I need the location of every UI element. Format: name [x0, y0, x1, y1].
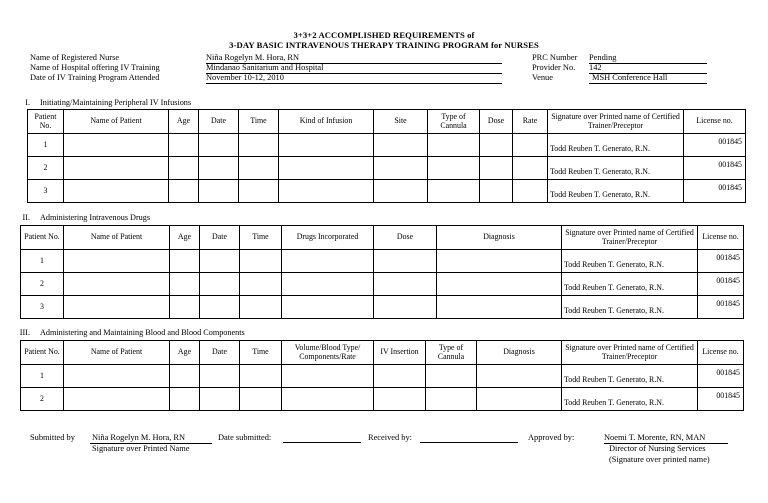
volume-cell[interactable] — [282, 388, 374, 411]
time-cell[interactable] — [239, 134, 279, 157]
approver-name: Noemi T. Morente, RN, MAN — [604, 433, 706, 442]
rate-cell[interactable] — [513, 134, 548, 157]
col-volume-blood-type: Volume/Blood Type/ Components/Rate — [282, 341, 374, 365]
dose-cell[interactable] — [374, 273, 437, 296]
patient-no-cell: 1 — [28, 134, 64, 157]
venue-value: MSH Conference Hall — [592, 73, 668, 82]
col-license-no: License no. — [698, 341, 744, 365]
patient-name-cell[interactable] — [64, 134, 169, 157]
kind-of-infusion-cell[interactable] — [279, 134, 374, 157]
diagnosis-cell[interactable] — [437, 250, 562, 273]
trainer-name-cell: Todd Reuben T. Generato, R.N. — [548, 157, 684, 180]
hospital-name-value: Mindanao Sanitarium and Hospital — [206, 63, 324, 72]
col-time: Time — [240, 341, 282, 365]
diagnosis-cell[interactable] — [437, 273, 562, 296]
col-site: Site — [374, 110, 428, 134]
time-cell[interactable] — [240, 273, 282, 296]
table-row — [21, 296, 744, 319]
table-row — [21, 273, 744, 296]
patient-no-cell: 1 — [21, 365, 64, 388]
time-cell[interactable] — [240, 250, 282, 273]
date-cell[interactable] — [200, 273, 240, 296]
col-patient-name: Name of Patient — [64, 226, 170, 250]
received-by-label: Received by: — [368, 433, 412, 442]
license-cell: 001845 — [698, 365, 744, 388]
col-patient-no: Patient No. — [21, 226, 64, 250]
approved-by-label: Approved by: — [528, 433, 575, 442]
drugs-cell[interactable] — [282, 250, 374, 273]
table-row — [28, 134, 746, 157]
cannula-cell[interactable] — [428, 157, 480, 180]
kind-of-infusion-cell[interactable] — [279, 180, 374, 203]
col-patient-name: Name of Patient — [64, 110, 169, 134]
trainer-name-cell: Todd Reuben T. Generato, R.N. — [562, 365, 698, 388]
col-license-no: License no. — [684, 110, 746, 134]
trainer-name-cell: Todd Reuben T. Generato, R.N. — [548, 134, 684, 157]
col-patient-no: Patient No. — [21, 341, 64, 365]
trainer-name-cell: Todd Reuben T. Generato, R.N. — [562, 388, 698, 411]
venue-label: Venue — [532, 73, 553, 82]
prc-label: PRC Number — [532, 53, 578, 62]
diagnosis-cell[interactable] — [477, 388, 562, 411]
rate-cell[interactable] — [513, 180, 548, 203]
section-3-number: III. — [19, 328, 30, 337]
diagnosis-cell[interactable] — [477, 365, 562, 388]
table-header-row — [21, 341, 744, 365]
col-time: Time — [240, 226, 282, 250]
license-cell: 001845 — [698, 388, 744, 411]
prc-value: Pending — [589, 53, 617, 62]
patient-no-cell: 2 — [21, 273, 64, 296]
patient-name-cell[interactable] — [64, 157, 169, 180]
approver-caption: (Signature over printed name) — [609, 455, 710, 464]
col-diagnosis: Diagnosis — [437, 226, 562, 250]
col-dose: Dose — [480, 110, 513, 134]
received-by-field[interactable] — [420, 433, 518, 443]
section-3-title: Administering and Maintaining Blood and Blood Components — [40, 328, 245, 337]
time-cell[interactable] — [239, 157, 279, 180]
col-trainer-signature: Signature over Printed name of Certified Trainer/Preceptor — [562, 226, 698, 250]
table-row — [28, 157, 746, 180]
provider-label: Provider No. — [532, 63, 576, 72]
table-row — [21, 388, 744, 411]
dose-cell[interactable] — [480, 157, 513, 180]
section-2-heading — [0, 213, 150, 222]
patient-name-cell[interactable] — [64, 388, 170, 411]
section-1-heading — [0, 98, 191, 107]
document-title-line2: 3-DAY BASIC INTRAVENOUS THERAPY TRAINING PROGRAM for NURSES — [229, 40, 539, 50]
blood-components-table — [20, 340, 744, 411]
patient-no-cell: 1 — [21, 250, 64, 273]
approver-title: Director of Nursing Services — [609, 444, 706, 453]
table-header-row — [21, 226, 744, 250]
col-age: Age — [170, 226, 200, 250]
site-cell[interactable] — [374, 134, 428, 157]
iv-infusion-table — [27, 109, 746, 203]
iv-insertion-cell[interactable] — [374, 365, 426, 388]
trainer-name-cell: Todd Reuben T. Generato, R.N. — [562, 273, 698, 296]
patient-no-cell: 2 — [21, 388, 64, 411]
col-trainer-signature: Signature over Printed name of Certified Trainer/Preceptor — [548, 110, 684, 134]
diagnosis-cell[interactable] — [437, 296, 562, 319]
license-cell: 001845 — [698, 250, 744, 273]
approver-name-field[interactable] — [604, 433, 728, 444]
submitted-by-name: Niña Rogelyn M. Hora, RN — [92, 433, 186, 442]
col-iv-insertion: IV Insertion — [374, 341, 426, 365]
site-cell[interactable] — [374, 180, 428, 203]
cannula-cell[interactable] — [428, 180, 480, 203]
date-attended-label: Date of IV Training Program Attended — [30, 73, 160, 82]
age-cell[interactable] — [169, 134, 199, 157]
age-cell[interactable] — [169, 157, 199, 180]
age-cell[interactable] — [169, 180, 199, 203]
provider-value: 142 — [589, 63, 602, 72]
col-drugs-incorporated: Drugs Incorporated — [282, 226, 374, 250]
iv-drugs-table — [20, 225, 744, 319]
table-row — [28, 180, 746, 203]
nurse-name-value: Niña Rogelyn M. Hora, RN — [206, 53, 300, 62]
col-date: Date — [200, 226, 240, 250]
section-2-title: Administering Intravenous Drugs — [40, 213, 151, 222]
date-cell[interactable] — [200, 250, 240, 273]
col-type-of-cannula: Type of Cannula — [428, 110, 480, 134]
dose-cell[interactable] — [480, 180, 513, 203]
drugs-cell[interactable] — [282, 273, 374, 296]
time-cell[interactable] — [240, 365, 282, 388]
dose-cell[interactable] — [480, 134, 513, 157]
age-cell[interactable] — [170, 296, 200, 319]
section-2-number: II. — [22, 213, 30, 222]
col-trainer-signature: Signature over Printed name of Certified Trainer/Preceptor — [562, 341, 698, 365]
cannula-cell[interactable] — [428, 134, 480, 157]
col-patient-name: Name of Patient — [64, 341, 170, 365]
patient-no-cell: 2 — [28, 157, 64, 180]
patient-name-cell[interactable] — [64, 365, 170, 388]
col-date: Date — [200, 341, 240, 365]
license-cell: 001845 — [684, 180, 746, 203]
iv-insertion-cell[interactable] — [374, 388, 426, 411]
col-patient-no: Patient No. — [28, 110, 64, 134]
col-type-of-cannula: Type of Cannula — [426, 341, 477, 365]
age-cell[interactable] — [170, 365, 200, 388]
time-cell[interactable] — [239, 180, 279, 203]
cannula-cell[interactable] — [426, 365, 477, 388]
col-license-no: License no. — [698, 226, 744, 250]
kind-of-infusion-cell[interactable] — [279, 157, 374, 180]
license-cell: 001845 — [698, 296, 744, 319]
date-cell[interactable] — [199, 157, 239, 180]
site-cell[interactable] — [374, 157, 428, 180]
patient-name-cell[interactable] — [64, 296, 170, 319]
date-cell[interactable] — [199, 134, 239, 157]
age-cell[interactable] — [170, 388, 200, 411]
nurse-label: Name of Registered Nurse — [30, 53, 120, 62]
date-submitted-field[interactable] — [283, 433, 361, 443]
table-row — [21, 365, 744, 388]
date-cell[interactable] — [200, 388, 240, 411]
time-cell[interactable] — [240, 296, 282, 319]
date-cell[interactable] — [199, 180, 239, 203]
date-attended-value: November 10-12, 2010 — [206, 73, 284, 82]
col-diagnosis: Diagnosis — [477, 341, 562, 365]
date-submitted-label: Date submitted: — [218, 433, 272, 442]
col-rate: Rate — [513, 110, 548, 134]
rate-cell[interactable] — [513, 157, 548, 180]
col-time: Time — [239, 110, 279, 134]
time-cell[interactable] — [240, 388, 282, 411]
license-cell: 001845 — [684, 157, 746, 180]
col-age: Age — [170, 341, 200, 365]
col-dose: Dose — [374, 226, 437, 250]
dose-cell[interactable] — [374, 296, 437, 319]
section-3-heading — [0, 328, 245, 337]
table-row — [21, 250, 744, 273]
hospital-label: Name of Hospital offering IV Training — [30, 63, 160, 72]
col-date: Date — [199, 110, 239, 134]
license-cell: 001845 — [698, 273, 744, 296]
age-cell[interactable] — [170, 250, 200, 273]
col-age: Age — [169, 110, 199, 134]
section-1-number: I. — [25, 98, 30, 107]
volume-cell[interactable] — [282, 365, 374, 388]
document-title-line1: 3+3+2 ACCOMPLISHED REQUIREMENTS of — [293, 30, 475, 40]
license-cell: 001845 — [684, 134, 746, 157]
submitted-by-field[interactable] — [90, 433, 212, 444]
date-attended-field[interactable] — [206, 73, 502, 84]
patient-no-cell: 3 — [21, 296, 64, 319]
cannula-cell[interactable] — [426, 388, 477, 411]
trainer-name-cell: Todd Reuben T. Generato, R.N. — [562, 250, 698, 273]
patient-name-cell[interactable] — [64, 273, 170, 296]
patient-name-cell[interactable] — [64, 250, 170, 273]
patient-no-cell: 3 — [28, 180, 64, 203]
age-cell[interactable] — [170, 273, 200, 296]
section-1-title: Initiating/Maintaining Peripheral IV Infusions — [40, 98, 192, 107]
table-header-row — [28, 110, 746, 134]
date-cell[interactable] — [200, 365, 240, 388]
drugs-cell[interactable] — [282, 296, 374, 319]
trainer-name-cell: Todd Reuben T. Generato, R.N. — [548, 180, 684, 203]
date-cell[interactable] — [200, 296, 240, 319]
col-kind-of-infusion: Kind of Infusion — [279, 110, 374, 134]
venue-field[interactable] — [589, 73, 707, 84]
dose-cell[interactable] — [374, 250, 437, 273]
submitted-by-caption: Signature over Printed Name — [92, 444, 190, 453]
patient-name-cell[interactable] — [64, 180, 169, 203]
trainer-name-cell: Todd Reuben T. Generato, R.N. — [562, 296, 698, 319]
submitted-by-label: Submitted by — [30, 433, 75, 442]
